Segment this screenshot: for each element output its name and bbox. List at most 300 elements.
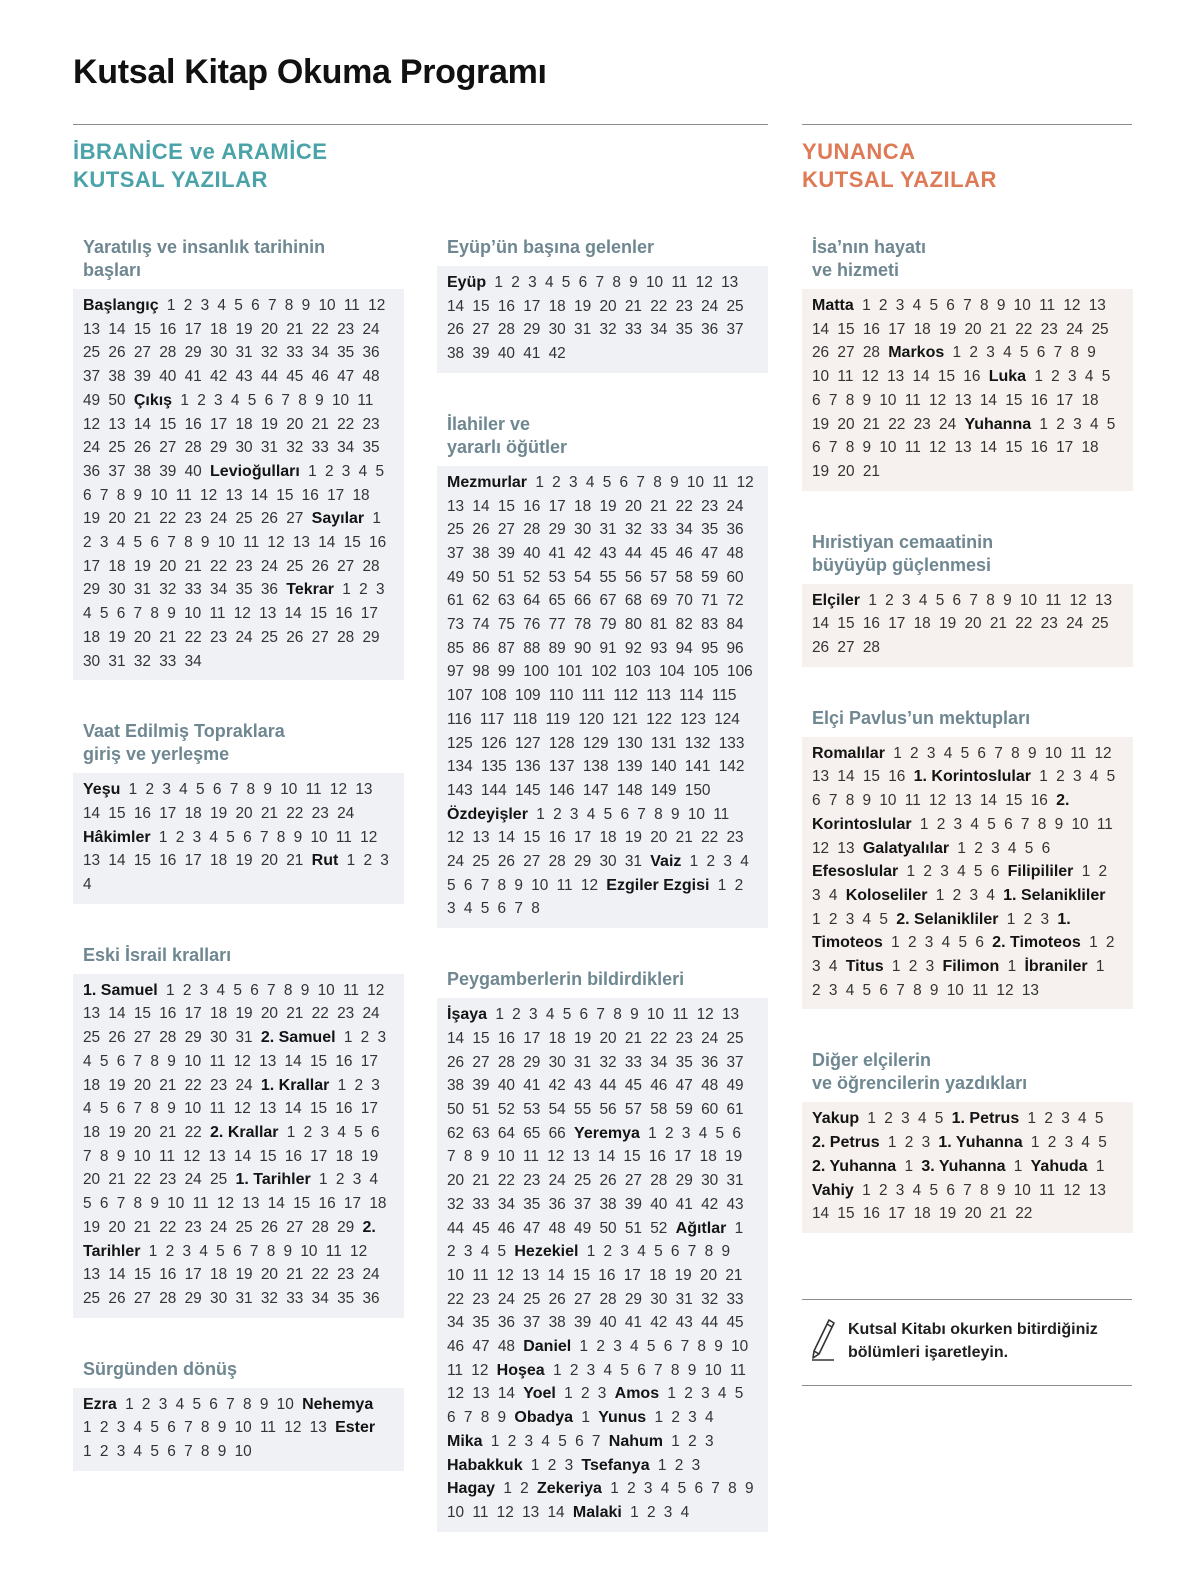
chapter-number[interactable]: 19	[235, 852, 253, 870]
chapter-number[interactable]: 34	[447, 1314, 465, 1332]
chapter-number[interactable]: 3	[192, 828, 202, 846]
chapter-number[interactable]: 54	[548, 1100, 566, 1118]
chapter-number[interactable]: 3	[926, 744, 936, 762]
chapter-number[interactable]: 5	[354, 1123, 363, 1141]
chapter-number[interactable]: 8	[613, 1006, 622, 1024]
chapter-number[interactable]: 2	[553, 805, 562, 823]
chapter-number[interactable]: 3	[812, 958, 821, 976]
chapter-number[interactable]: 6	[209, 1395, 218, 1413]
chapter-number[interactable]: 2	[552, 473, 561, 491]
chapter-number[interactable]: 16	[159, 320, 177, 338]
chapter-number[interactable]: 3	[99, 534, 109, 552]
chapter-number[interactable]: 12	[360, 828, 378, 846]
chapter-number[interactable]: 15	[133, 320, 151, 338]
chapter-number[interactable]: 19	[235, 1266, 253, 1284]
chapter-number[interactable]: 47	[472, 1338, 490, 1356]
chapter-number[interactable]: 29	[523, 321, 541, 339]
chapter-number[interactable]: 2	[99, 1443, 109, 1461]
chapter-number[interactable]: 11	[305, 781, 322, 799]
chapter-number[interactable]: 4	[917, 1110, 927, 1128]
chapter-number[interactable]: 34	[210, 581, 228, 599]
chapter-number[interactable]: 129	[582, 734, 609, 752]
chapter-number[interactable]: 4	[209, 828, 218, 846]
chapter-number[interactable]: 41	[523, 345, 541, 363]
chapter-number[interactable]: 14	[472, 497, 490, 515]
chapter-number[interactable]: 19	[361, 1147, 379, 1165]
chapter-number[interactable]: 11	[209, 1052, 226, 1070]
chapter-number[interactable]: 34	[650, 1053, 668, 1071]
chapter-number[interactable]: 5	[715, 1124, 725, 1142]
chapter-number[interactable]: 4	[83, 1052, 92, 1070]
chapter-number[interactable]: 16	[369, 534, 387, 552]
chapter-number[interactable]: 29	[675, 1172, 693, 1190]
chapter-number[interactable]: 7	[480, 876, 490, 894]
chapter-number[interactable]: 8	[704, 1243, 714, 1261]
chapter-number[interactable]: 21	[133, 1218, 151, 1236]
chapter-number[interactable]: 16	[184, 415, 202, 433]
chapter-number[interactable]: 25	[472, 853, 490, 871]
chapter-number[interactable]: 126	[480, 734, 507, 752]
chapter-number[interactable]: 29	[574, 853, 592, 871]
chapter-number[interactable]: 3	[953, 815, 963, 833]
chapter-number[interactable]: 17	[574, 829, 592, 847]
chapter-number[interactable]: 41	[624, 1314, 642, 1332]
chapter-number[interactable]: 5	[1098, 1134, 1107, 1152]
chapter-number[interactable]: 7	[514, 900, 523, 918]
chapter-number[interactable]: 43	[235, 368, 253, 386]
chapter-number[interactable]: 25	[447, 521, 465, 539]
chapter-number[interactable]: 4	[698, 1124, 708, 1142]
chapter-number[interactable]: 8	[133, 1195, 143, 1213]
chapter-number[interactable]: 13	[522, 1503, 540, 1521]
chapter-number[interactable]: 11	[192, 1195, 209, 1213]
chapter-number[interactable]: 13	[954, 439, 972, 457]
chapter-number[interactable]: 11	[837, 368, 854, 386]
chapter-number[interactable]: 5	[1024, 839, 1034, 857]
chapter-number[interactable]: 12	[284, 1419, 302, 1437]
chapter-number[interactable]: 4	[941, 934, 951, 952]
chapter-number[interactable]: 6	[732, 1124, 741, 1142]
chapter-number[interactable]: 16	[1030, 391, 1048, 409]
chapter-number[interactable]: 5	[646, 1338, 656, 1356]
chapter-number[interactable]: 29	[184, 1029, 202, 1047]
chapter-number[interactable]: 3	[569, 473, 578, 491]
chapter-number[interactable]: 15	[472, 1029, 490, 1047]
chapter-number[interactable]: 4	[541, 1432, 550, 1450]
chapter-number[interactable]: 1	[1039, 415, 1048, 433]
chapter-number[interactable]: 9	[862, 439, 872, 457]
chapter-number[interactable]: 32	[260, 1289, 278, 1307]
chapter-number[interactable]: 58	[675, 568, 693, 586]
chapter-number[interactable]: 1	[579, 1338, 589, 1356]
chapter-number[interactable]: 3	[723, 853, 732, 871]
chapter-number[interactable]: 65	[548, 592, 566, 610]
chapter-number[interactable]: 2	[569, 1361, 579, 1379]
chapter-number[interactable]: 24	[726, 497, 744, 515]
chapter-number[interactable]: 6	[1036, 344, 1046, 362]
chapter-number[interactable]: 4	[828, 886, 838, 904]
chapter-number[interactable]: 16	[497, 297, 515, 315]
chapter-number[interactable]: 7	[133, 1100, 143, 1118]
chapter-number[interactable]: 43	[675, 1314, 693, 1332]
chapter-number[interactable]: 1	[867, 1110, 876, 1128]
chapter-number[interactable]: 25	[83, 344, 101, 362]
chapter-number[interactable]: 38	[447, 1077, 465, 1095]
chapter-number[interactable]: 13	[1088, 297, 1106, 314]
chapter-number[interactable]: 23	[675, 297, 693, 315]
chapter-number[interactable]: 14	[979, 391, 997, 409]
chapter-number[interactable]: 27	[133, 1029, 151, 1047]
chapter-number[interactable]: 9	[301, 297, 311, 314]
chapter-number[interactable]: 4	[358, 462, 368, 480]
chapter-number[interactable]: 1	[689, 853, 699, 871]
chapter-number[interactable]: 7	[963, 1181, 972, 1199]
chapter-number[interactable]: 5	[1094, 1110, 1104, 1128]
chapter-number[interactable]: 14	[284, 605, 302, 623]
chapter-number[interactable]: 7	[116, 1195, 126, 1213]
chapter-number[interactable]: 27	[574, 1290, 592, 1308]
chapter-number[interactable]: 19	[260, 415, 278, 433]
chapter-number[interactable]: 9	[630, 1006, 639, 1024]
chapter-number[interactable]: 3	[681, 1124, 691, 1142]
chapter-number[interactable]: 66	[574, 592, 592, 610]
chapter-number[interactable]: 32	[624, 521, 642, 539]
chapter-number[interactable]: 5	[734, 1385, 744, 1403]
chapter-number[interactable]: 2	[936, 815, 946, 833]
chapter-number[interactable]: 28	[362, 557, 380, 575]
chapter-number[interactable]: 30	[235, 439, 253, 457]
chapter-number[interactable]: 13	[954, 792, 972, 810]
chapter-number[interactable]: 24	[1066, 615, 1084, 633]
chapter-number[interactable]: 5	[480, 900, 490, 918]
chapter-number[interactable]: 18	[352, 486, 370, 504]
chapter-number[interactable]: 4	[970, 815, 979, 833]
chapter-number[interactable]: 19	[83, 510, 101, 528]
chapter-number[interactable]: 27	[837, 639, 855, 657]
chapter-number[interactable]: 36	[726, 521, 744, 539]
chapter-number[interactable]: 14	[447, 297, 465, 315]
chapter-number[interactable]: 16	[1030, 439, 1048, 457]
chapter-number[interactable]: 56	[624, 568, 642, 586]
chapter-number[interactable]: 13	[887, 368, 905, 386]
chapter-number[interactable]: 2	[907, 934, 917, 952]
chapter-number[interactable]: 84	[726, 616, 744, 634]
chapter-number[interactable]: 26	[286, 628, 304, 646]
chapter-number[interactable]: 17	[623, 1266, 641, 1284]
chapter-number[interactable]: 6	[977, 744, 986, 762]
chapter-number[interactable]: 9	[217, 1443, 227, 1461]
chapter-number[interactable]: 22	[1015, 615, 1033, 633]
chapter-number[interactable]: 11	[260, 1419, 276, 1437]
chapter-number[interactable]: 2	[359, 581, 368, 599]
chapter-number[interactable]: 7	[687, 1243, 697, 1261]
chapter-number[interactable]: 8	[463, 1148, 473, 1166]
chapter-number[interactable]: 8	[845, 391, 855, 409]
chapter-number[interactable]: 9	[217, 1419, 227, 1437]
chapter-number[interactable]: 22	[311, 1005, 329, 1023]
chapter-number[interactable]: 7	[133, 605, 143, 623]
chapter-number[interactable]: 6	[371, 1123, 380, 1141]
chapter-number[interactable]: 14	[598, 1148, 616, 1166]
chapter-number[interactable]: 1	[1039, 768, 1048, 786]
chapter-number[interactable]: 6	[879, 981, 888, 999]
chapter-number[interactable]: 8	[1011, 744, 1020, 762]
chapter-number[interactable]: 7	[896, 981, 905, 999]
chapter-number[interactable]: 17	[360, 1100, 378, 1118]
chapter-number[interactable]: 3	[969, 886, 979, 904]
chapter-number[interactable]: 1	[495, 1006, 504, 1024]
chapter-number[interactable]: 9	[167, 1100, 176, 1118]
chapter-number[interactable]: 3	[613, 1338, 622, 1356]
chapter-number[interactable]: 5	[83, 1195, 92, 1213]
chapter-number[interactable]: 8	[1037, 815, 1047, 833]
chapter-number[interactable]: 120	[578, 710, 604, 728]
chapter-number[interactable]: 27	[523, 853, 541, 871]
chapter-number[interactable]: 4	[1089, 415, 1099, 433]
chapter-number[interactable]: 10	[1013, 1181, 1031, 1199]
chapter-number[interactable]: 19	[939, 615, 957, 633]
chapter-number[interactable]: 18	[1081, 439, 1099, 457]
chapter-number[interactable]: 2	[335, 1171, 345, 1189]
chapter-number[interactable]: 18	[369, 1195, 387, 1213]
chapter-number[interactable]: 8	[200, 1419, 210, 1437]
chapter-number[interactable]: 1	[919, 815, 929, 833]
chapter-number[interactable]: 18	[210, 1005, 228, 1023]
chapter-number[interactable]: 1	[862, 1181, 871, 1199]
chapter-number[interactable]: 13	[242, 1195, 260, 1213]
chapter-number[interactable]: 2	[360, 1029, 370, 1047]
chapter-number[interactable]: 3	[199, 981, 209, 999]
chapter-number[interactable]: 4	[740, 853, 749, 871]
chapter-number[interactable]: 3	[986, 344, 995, 362]
chapter-number[interactable]: 3	[352, 1171, 362, 1189]
chapter-number[interactable]: 4	[1084, 368, 1094, 386]
chapter-number[interactable]: 4	[116, 534, 126, 552]
chapter-number[interactable]: 14	[837, 768, 855, 786]
chapter-number[interactable]: 3	[991, 839, 1000, 857]
chapter-number[interactable]: 3	[925, 958, 935, 976]
chapter-number[interactable]: 35	[472, 1314, 490, 1332]
chapter-number[interactable]: 18	[83, 1123, 101, 1141]
chapter-number[interactable]: 11	[904, 792, 921, 810]
chapter-number[interactable]: 148	[616, 781, 643, 799]
chapter-number[interactable]: 25	[210, 1171, 228, 1189]
chapter-number[interactable]: 13	[355, 781, 373, 799]
chapter-number[interactable]: 8	[298, 391, 307, 409]
chapter-number[interactable]: 2	[812, 981, 821, 999]
chapter-number[interactable]: 150	[684, 781, 711, 799]
chapter-number[interactable]: 5	[879, 910, 888, 928]
chapter-number[interactable]: 20	[260, 1266, 278, 1284]
chapter-number[interactable]: 2	[908, 958, 918, 976]
chapter-number[interactable]: 31	[235, 1029, 253, 1047]
chapter-number[interactable]: 25	[726, 1029, 744, 1047]
chapter-number[interactable]: 17	[360, 605, 378, 623]
chapter-number[interactable]: 10	[731, 1338, 749, 1356]
chapter-number[interactable]: 8	[150, 1100, 159, 1118]
chapter-number[interactable]: 11	[729, 1361, 746, 1379]
chapter-number[interactable]: 93	[650, 639, 668, 657]
chapter-number[interactable]: 8	[697, 1338, 706, 1356]
chapter-number[interactable]: 7	[654, 1361, 663, 1379]
chapter-number[interactable]: 14	[812, 615, 830, 633]
chapter-number[interactable]: 21	[650, 497, 668, 515]
chapter-number[interactable]: 7	[636, 473, 645, 491]
chapter-number[interactable]: 46	[447, 1338, 465, 1356]
chapter-number[interactable]: 39	[497, 544, 515, 562]
chapter-number[interactable]: 40	[599, 1314, 617, 1332]
chapter-number[interactable]: 5	[558, 1432, 567, 1450]
chapter-number[interactable]: 19	[812, 462, 830, 480]
chapter-number[interactable]: 3	[701, 1385, 710, 1403]
chapter-number[interactable]: 19	[235, 1005, 253, 1023]
chapter-number[interactable]: 6	[167, 1419, 176, 1437]
chapter-number[interactable]: 8	[116, 486, 126, 504]
chapter-number[interactable]: 1	[1013, 1157, 1023, 1175]
chapter-number[interactable]: 5	[987, 815, 996, 833]
chapter-number[interactable]: 13	[447, 497, 465, 515]
chapter-number[interactable]: 25	[235, 510, 253, 528]
chapter-number[interactable]: 6	[251, 297, 260, 314]
chapter-number[interactable]: 3	[1040, 910, 1050, 928]
chapter-number[interactable]: 15	[862, 768, 880, 786]
chapter-number[interactable]: 26	[108, 344, 126, 362]
chapter-number[interactable]: 34	[675, 521, 693, 539]
chapter-number[interactable]: 15	[293, 1195, 311, 1213]
chapter-number[interactable]: 16	[548, 829, 566, 847]
chapter-number[interactable]: 5	[1106, 768, 1116, 786]
chapter-number[interactable]: 11	[1039, 1181, 1056, 1199]
chapter-number[interactable]: 23	[235, 557, 253, 575]
chapter-number[interactable]: 5	[192, 1395, 202, 1413]
chapter-number[interactable]: 42	[548, 1077, 566, 1095]
chapter-number[interactable]: 136	[514, 758, 541, 776]
chapter-number[interactable]: 21	[286, 1266, 304, 1284]
chapter-number[interactable]: 12	[812, 839, 830, 857]
chapter-number[interactable]: 36	[497, 1314, 515, 1332]
chapter-number[interactable]: 21	[260, 804, 278, 822]
chapter-number[interactable]: 27	[311, 628, 329, 646]
chapter-number[interactable]: 15	[472, 297, 490, 315]
chapter-number[interactable]: 31	[235, 1289, 253, 1307]
chapter-number[interactable]: 14	[497, 1385, 515, 1403]
chapter-number[interactable]: 2	[183, 297, 193, 314]
chapter-number[interactable]: 10	[234, 1419, 252, 1437]
chapter-number[interactable]: 1	[893, 744, 902, 762]
chapter-number[interactable]: 14	[284, 1100, 302, 1118]
chapter-number[interactable]: 2	[520, 1480, 529, 1498]
chapter-number[interactable]: 23	[362, 415, 380, 433]
chapter-number[interactable]: 30	[701, 1172, 719, 1190]
chapter-number[interactable]: 2	[141, 1395, 151, 1413]
chapter-number[interactable]: 42	[650, 1314, 668, 1332]
chapter-number[interactable]: 46	[497, 1219, 515, 1237]
chapter-number[interactable]: 7	[259, 828, 269, 846]
chapter-number[interactable]: 21	[862, 415, 880, 433]
chapter-number[interactable]: 12	[496, 1503, 514, 1521]
chapter-number[interactable]: 11	[158, 1147, 175, 1165]
chapter-number[interactable]: 65	[523, 1124, 541, 1142]
chapter-number[interactable]: 76	[523, 616, 541, 634]
chapter-number[interactable]: 20	[964, 320, 982, 338]
chapter-number[interactable]: 2	[1051, 368, 1060, 386]
chapter-number[interactable]: 4	[337, 1123, 346, 1141]
chapter-number[interactable]: 10	[879, 439, 897, 457]
chapter-number[interactable]: 122	[646, 710, 672, 728]
chapter-number[interactable]: 11	[713, 805, 730, 823]
chapter-number[interactable]: 1	[906, 863, 916, 881]
chapter-number[interactable]: 2	[734, 876, 744, 894]
chapter-number[interactable]: 7	[963, 297, 972, 314]
chapter-number[interactable]: 48	[548, 1219, 566, 1237]
chapter-number[interactable]: 4	[586, 805, 596, 823]
chapter-number[interactable]: 13	[259, 1100, 277, 1118]
chapter-number[interactable]: 13	[722, 1006, 740, 1024]
chapter-number[interactable]: 15	[497, 497, 515, 515]
chapter-number[interactable]: 26	[812, 639, 830, 657]
chapter-number[interactable]: 45	[286, 368, 304, 386]
chapter-number[interactable]: 34	[337, 439, 355, 457]
chapter-number[interactable]: 4	[133, 1419, 143, 1437]
chapter-number[interactable]: 10	[217, 534, 235, 552]
chapter-number[interactable]: 14	[547, 1266, 565, 1284]
chapter-number[interactable]: 28	[159, 1289, 177, 1307]
chapter-number[interactable]: 31	[574, 1053, 592, 1071]
chapter-number[interactable]: 4	[217, 297, 226, 314]
chapter-number[interactable]: 39	[624, 1195, 642, 1213]
chapter-number[interactable]: 132	[684, 734, 711, 752]
chapter-number[interactable]: 2	[969, 344, 978, 362]
chapter-number[interactable]: 4	[230, 391, 240, 409]
chapter-number[interactable]: 42	[574, 544, 592, 562]
chapter-number[interactable]: 19	[108, 1123, 126, 1141]
chapter-number[interactable]: 5	[929, 297, 938, 314]
chapter-number[interactable]: 35	[675, 1053, 693, 1071]
chapter-number[interactable]: 7	[99, 486, 109, 504]
chapter-number[interactable]: 20	[260, 320, 278, 338]
chapter-number[interactable]: 20	[286, 415, 304, 433]
chapter-number[interactable]: 47	[701, 544, 719, 562]
chapter-number[interactable]: 2	[603, 1243, 613, 1261]
chapter-number[interactable]: 12	[1094, 744, 1112, 762]
chapter-number[interactable]: 99	[497, 663, 515, 681]
chapter-number[interactable]: 98	[472, 663, 490, 681]
chapter-number[interactable]: 10	[447, 1266, 465, 1284]
chapter-number[interactable]: 3	[158, 1395, 168, 1413]
chapter-number[interactable]: 15	[623, 1148, 641, 1166]
chapter-number[interactable]: 59	[701, 568, 719, 586]
chapter-number[interactable]: 75	[497, 616, 515, 634]
chapter-number[interactable]: 24	[235, 628, 253, 646]
chapter-number[interactable]: 8	[612, 274, 621, 291]
chapter-number[interactable]: 54	[574, 568, 592, 586]
chapter-number[interactable]: 7	[447, 1148, 456, 1166]
chapter-number[interactable]: 30	[548, 321, 566, 339]
chapter-number[interactable]: 28	[311, 1218, 329, 1236]
chapter-number[interactable]: 3	[380, 852, 389, 870]
chapter-number[interactable]: 17	[523, 1029, 541, 1047]
chapter-number[interactable]: 33	[624, 321, 642, 339]
chapter-number[interactable]: 56	[599, 1100, 617, 1118]
chapter-number[interactable]: 4	[133, 1443, 143, 1461]
chapter-number[interactable]: 49	[447, 568, 465, 586]
chapter-number[interactable]: 2	[99, 1419, 109, 1437]
chapter-number[interactable]: 17	[184, 1266, 202, 1284]
chapter-number[interactable]: 2	[646, 1503, 656, 1521]
chapter-number[interactable]: 25	[574, 1172, 592, 1190]
chapter-number[interactable]: 2	[674, 1456, 684, 1474]
chapter-number[interactable]: 55	[574, 1100, 592, 1118]
